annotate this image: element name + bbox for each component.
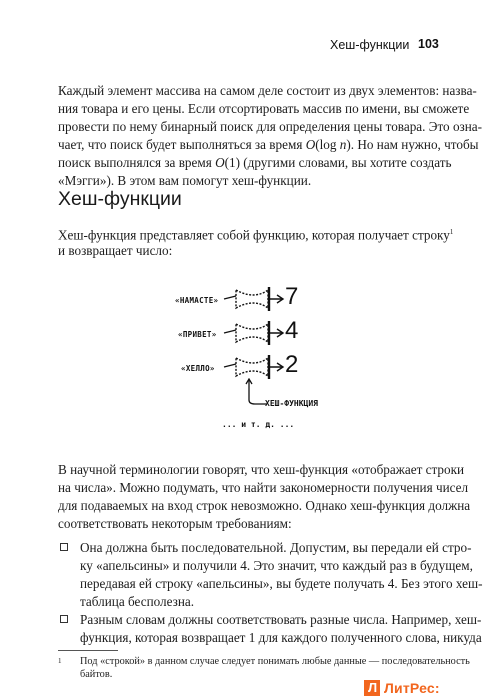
intro-line-2: ния товара и его цены. Если отсортировать массив по имени, вы сможете [58, 101, 470, 116]
footnote-divider [58, 650, 118, 651]
running-header-title: Хеш-функции [330, 38, 410, 52]
intro-line-1: Каждый элемент массива на самом деле состоит из двух элементов: назва- [58, 83, 477, 98]
output-number-2: 2 [285, 351, 299, 378]
section-heading: Хеш-функции [58, 188, 182, 210]
body2-line-2: на числа». Можно подумать, что найти закономерности получения чисел [58, 480, 469, 495]
callout-hash-function: ХЕШ-ФУНКЦИЯ [265, 399, 318, 408]
input-label-privet: «ПРИВЕТ» [178, 330, 217, 339]
bullet-1-line-3: передавая ей строку «апельсины», вы будете получать 4. Без этого хеш- [80, 576, 483, 591]
litres-logo-text: ЛитРес: [384, 680, 440, 696]
input-label-namaste: «НАМАСТЕ» [175, 296, 219, 305]
intro-line-3: провести по нему бинарный поиск для определения цены товара. Это озна- [58, 119, 483, 134]
output-number-4: 4 [285, 317, 299, 344]
hash-box-icon [222, 284, 292, 314]
litres-logo-mark: Л [364, 680, 380, 696]
hash-box-icon [222, 352, 292, 382]
body2-line-3: для подаваемых на вход строк невозможно. Однако хеш-функция должна [58, 498, 471, 513]
bullet-1-line-2: ку «апельсины» и получили 4. Это значит, что каждый раз в будущем, [80, 558, 473, 573]
output-number-7: 7 [285, 283, 299, 310]
footnote-line-2: байтов. [80, 669, 113, 680]
checkbox-bullet-icon [60, 615, 68, 623]
intro-line-5: поиск выполнялся за время O(1) (другими словами, вы хотите создать [58, 155, 452, 170]
definition-line-1: Хеш-функция представляет собой функцию, которая получает строку$^1$ [58, 227, 454, 243]
checkbox-bullet-icon [60, 543, 68, 551]
bullet-1-line-4: таблица бесполезна. [80, 594, 195, 609]
bullet-1-line-1: Она должна быть последовательной. Допустим, вы передали ей стро- [80, 540, 472, 555]
footnote-ref: 1 [449, 228, 454, 236]
callout-arrow-icon [245, 378, 269, 408]
bullet-2-line-1: Разным словам должны соответствовать разные числа. Например, хеш- [80, 612, 482, 627]
body2-line-1: В научной терминологии говорят, что хеш-функция «отображает строки [58, 462, 465, 477]
intro-line-6: «Мэгги»). В этом вам помогут хеш-функции. [58, 173, 312, 188]
footnote-line-1: Под «строкой» в данном случае следует понимать любые данные — последовательность [80, 656, 470, 667]
definition-line-2: и возвращает число: [58, 243, 173, 258]
page-number: 103 [418, 37, 439, 51]
hash-box-icon [222, 318, 292, 348]
diagram-etc: ... и т. д. ... [222, 420, 295, 429]
footnote-number: 1 [58, 657, 62, 665]
body2-line-4: соответствовать некоторым требованиям: [58, 516, 292, 531]
intro-line-4: чает, что поиск будет выполняться за время O(log n). Но нам нужно, чтобы [58, 137, 479, 152]
bullet-2-line-2: функция, которая возвращает 1 для каждого полученного слова, никуда [80, 630, 482, 645]
input-label-khello: «ХЕЛЛО» [181, 364, 215, 373]
